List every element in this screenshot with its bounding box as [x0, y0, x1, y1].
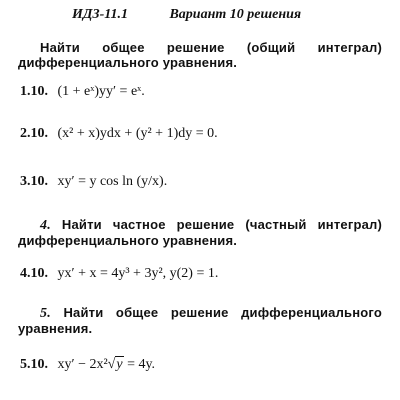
radical-sign: √ — [107, 357, 116, 372]
task-5-text: Найти общее решение дифференциального уравнения. — [18, 305, 382, 336]
task-5-number: 5. — [40, 306, 51, 321]
task-1-instruction: Найти общее решение (общий интеграл) дифференциального уравнения. — [18, 40, 382, 70]
problem-equation: xy′ = y cos ln (y/x). — [57, 174, 168, 189]
problem-4-10 — [20, 266, 218, 282]
problem-2-10 — [20, 126, 218, 142]
task-4-number: 4. — [40, 218, 51, 233]
task-4-text: Найти частное решение (частный интеграл) дифференциального уравнения. — [18, 217, 383, 248]
problem-equation: (1 + eˣ)yy′ = eˣ. — [57, 84, 145, 99]
problem-equation: (x² + x)ydx + (y² + 1)dy = 0. — [57, 126, 218, 141]
problem-equation — [58, 357, 156, 372]
radicand: y — [116, 357, 123, 372]
problem-number: 5.10. — [20, 357, 48, 372]
problem-5-10 — [20, 357, 155, 373]
task-4-instruction — [18, 217, 382, 248]
header-variant: Вариант 10 решения — [169, 7, 302, 22]
problem-3-10 — [20, 174, 167, 190]
document-header — [72, 7, 301, 23]
equation-left: xy′ − 2x² — [57, 357, 108, 372]
problem-number: 1.10. — [20, 84, 48, 99]
problem-number: 2.10. — [20, 126, 48, 141]
problem-number: 3.10. — [20, 174, 48, 189]
square-root — [108, 357, 124, 373]
problem-number: 4.10. — [20, 266, 48, 281]
task-5-instruction — [18, 305, 382, 336]
equation-right: = 4y. — [123, 357, 156, 372]
problem-equation: yx′ + x = 4y³ + 3y², y(2) = 1. — [57, 266, 219, 281]
header-title: ИДЗ-11.1 — [72, 7, 128, 22]
problem-1-10 — [20, 84, 145, 100]
